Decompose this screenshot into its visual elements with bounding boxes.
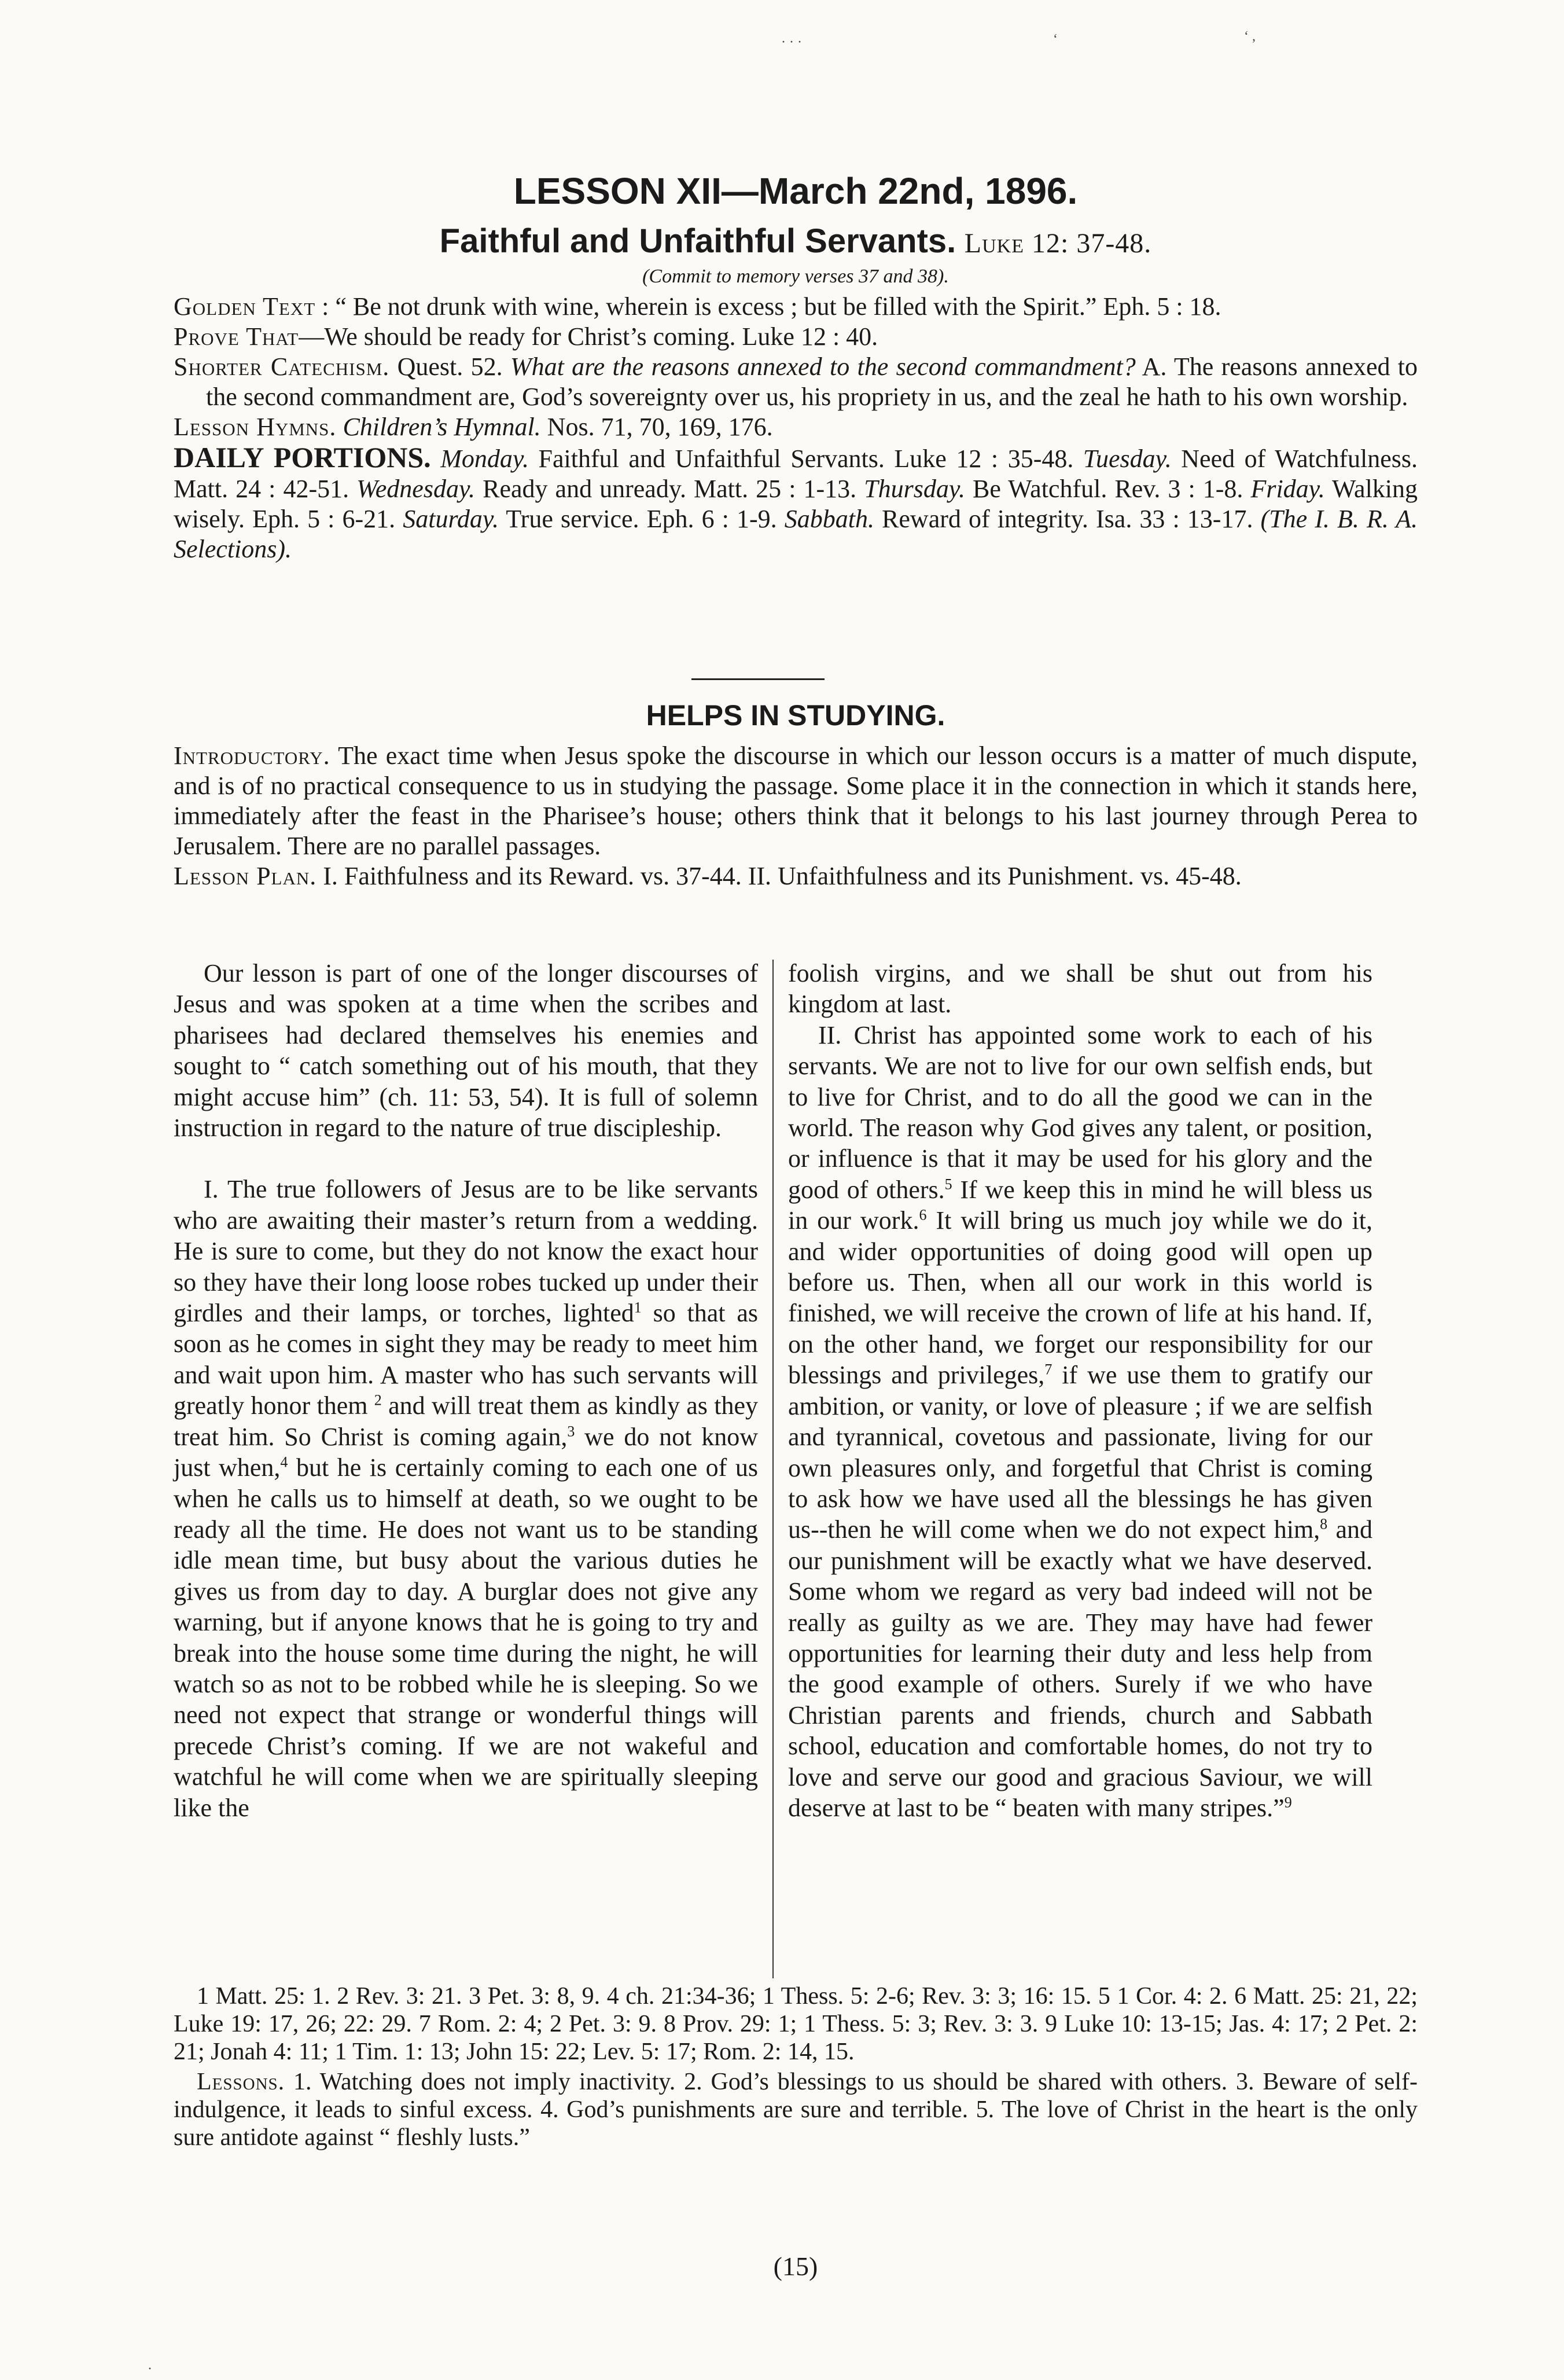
portion-tuesday: Need of Watchfulness. Matt. 24 : 42-51. xyxy=(174,445,1418,503)
lesson-title: LESSON XII—March 22nd, 1896. xyxy=(513,170,1078,212)
left-p2-text-e: but he is certainly coming to each one of us when he calls us to himself at death, so we ought to be ready all the time. He does not want us to be standing idle mean time, but busy about the various duties he gives us from day to day. A burglar does not give any warning, but if anyone knows that he is going to try and break into the house some time during the night, he will watch so as not to be robbed while he is sleeping. So we need not expect that strange or wonderful things will precede Christ’s coming. If we are not wakeful and watchful he will come when we are spiritually sleeping like the xyxy=(174,1453,758,1822)
right-paragraph-2 xyxy=(788,1020,1372,1824)
left-p2-text-b: so that as soon as he comes in sight they may be ready to meet him and wait upon him. A master who has such servants will greatly honor them xyxy=(174,1299,758,1420)
day-wednesday: Wednesday. xyxy=(356,475,476,503)
lesson-hymns xyxy=(174,412,1418,442)
catechism-label: Shorter Catechism. xyxy=(174,352,390,381)
lesson-plan-text: I. Faithfulness and its Reward. vs. 37-44. II. Unfaithfulness and its Punishment. vs. 45-48. xyxy=(323,862,1242,890)
hymns-book: Children’s Hymnal. xyxy=(343,413,541,441)
footnote-ref: 3 xyxy=(567,1423,575,1440)
day-monday: Monday. xyxy=(440,445,529,473)
hymns-label: Lesson Hymns. xyxy=(174,413,337,441)
portion-wednesday: Ready and unready. Matt. 25 : 1-13. xyxy=(483,475,857,503)
day-sabbath: Sabbath. xyxy=(784,505,874,533)
day-tuesday: Tuesday. xyxy=(1083,445,1172,473)
right-p2-text-d: if we use them to gratify our ambition, or vanity, or love of pleasure ; if we are selfish and tyrannical, covetous and passionate, living for our own pleasures only, and forgetful that Christ is coming to ask how we have used all the blessings he has given us--then he will come when we do not expect him, xyxy=(788,1361,1373,1544)
lesson-front-matter xyxy=(174,292,1418,564)
scan-speck: · · · xyxy=(781,35,802,50)
day-saturday: Saturday. xyxy=(403,505,499,533)
right-p2-text-e: and our punishment will be exactly what we have deserved. Some whom we regard as very bad indeed will not be really as guilty as we are. They may have had fewer opportunities for learning their duty and less help from the good example of others. Surely if we who have Christian parents and friends, church and Sabbath school, education and comfortable homes, do not try to love and serve our good and gracious Saviour, we will deserve at last to be “ beaten with many stripes.” xyxy=(788,1515,1372,1822)
lesson-subtitle xyxy=(174,221,1418,264)
footnote-ref: 1 xyxy=(634,1299,642,1316)
section-divider xyxy=(691,678,825,680)
portion-thursday: Be Watchful. Rev. 3 : 1-8. xyxy=(973,475,1243,503)
day-friday: Friday. xyxy=(1250,475,1325,503)
left-paragraph-1: Our lesson is part of one of the longer discourses of Jesus and was spoken at a time when the scribes and pharisees had declared themselves his enemies and sought to “ catch something out of his mouth, that they might accuse him” (ch. 11: 53, 54). It is full of solemn instruction in regard to the nature of true discipleship. xyxy=(174,959,758,1143)
introductory-label: Introductory. xyxy=(174,741,330,770)
portion-monday: Faithful and Unfaithful Servants. Luke 12 : 35-48. xyxy=(538,445,1074,473)
hymns-numbers: Nos. 71, 70, 169, 176. xyxy=(547,413,773,441)
portions-source: (The I. B. R. A. Selections). xyxy=(174,505,1418,563)
catechism-question: What are the reasons annexed to the second commandment? xyxy=(510,352,1136,381)
lessons-text: 1. Watching does not imply inactivity. 2. God’s blessings to us should be shared with others. 3. Beware of self-indulgence, it leads to sinful excess. 4. God’s punishments are sure and terrible. 5. The love of Christ in the heart is the only sure antidote against “ fleshly lusts.” xyxy=(174,2069,1418,2151)
lessons-paragraph xyxy=(174,2068,1418,2151)
left-p2-text-c: and will treat them as kindly as they treat him. So Christ is coming again, xyxy=(174,1391,759,1451)
scan-speck: ‘ , xyxy=(1244,29,1256,44)
golden-text-body: : “ Be not drunk with wine, wherein is excess ; but be filled with the Spirit.” Eph. 5 : 18. xyxy=(322,292,1221,321)
footnote-ref: 7 xyxy=(1044,1361,1053,1378)
left-p2-text-a: I. The true followers of Jesus are to be like servants who are awaiting their master’s return from a wedding. He is sure to come, but they do not know the exact hour so they have their long loose robes tucked up under their girdles and their lamps, or torches, lighted xyxy=(174,1175,758,1328)
portion-sabbath: Reward of integrity. Isa. 33 : 13-17. xyxy=(882,505,1253,533)
shorter-catechism xyxy=(174,352,1418,412)
footnotes: 1 Matt. 25: 1. 2 Rev. 3: 21. 3 Pet. 3: 8, 9. 4 ch. 21:34-36; 1 Thess. 5: 2-6; Rev. 3: 3; 16: 15. 5 1 Cor. 4: 2. 6 Matt. 25: 21, 22; Luke 19: 17, 26; 22: 29. 7 Rom. 2: 4; 2 Pet. 3: 9. 8 Prov. 29: 1; 1 Thess. 5: 3; Rev. 3: 3. 9 Luke 10: 13-15; Jas. 4: 17; 2 Pet. 2: 21; Jonah 4: 11; 1 Tim. 1: 13; John 15: 22; Lev. 5: 17; Rom. 2: 14, 15. xyxy=(174,1983,1418,2065)
helps-heading: HELPS IN STUDYING. xyxy=(646,699,945,732)
prove-that-label: Prove That xyxy=(174,322,299,351)
right-column xyxy=(788,958,1372,1823)
catechism-answer: A. The reasons annexed to the second commandment are, God’s sovereignty over us, his propriety in us, and the zeal he hath to his own worship. xyxy=(206,352,1418,411)
portion-friday: Walking wisely. Eph. 5 : 6-21. xyxy=(174,475,1418,533)
daily-portions-label: DAILY PORTIONS. xyxy=(174,441,431,473)
left-paragraph-2 xyxy=(174,1174,758,1823)
prove-that-body: —We should be ready for Christ’s coming. Luke 12 : 40. xyxy=(299,322,878,351)
left-column xyxy=(174,958,758,1823)
page-number: (15) xyxy=(773,2252,818,2281)
catechism-quest: Quest. 52. xyxy=(397,352,503,381)
footnote-ref: 8 xyxy=(1320,1515,1328,1533)
footnote-ref: 2 xyxy=(374,1391,382,1409)
golden-text-label: Golden Text xyxy=(174,292,316,321)
scan-speck: ‘ xyxy=(1053,32,1058,47)
portion-saturday: True service. Eph. 6 : 1-9. xyxy=(506,505,777,533)
scan-speck: · xyxy=(148,2361,152,2377)
golden-text xyxy=(174,292,1418,322)
memory-note: (Commit to memory verses 37 and 38). xyxy=(642,266,949,287)
right-paragraph-1: foolish virgins, and we shall be shut out from his kingdom at last. xyxy=(788,959,1372,1019)
right-p2-text-b: If we keep this in mind he will bless us in our work. xyxy=(788,1175,1373,1235)
footnote-ref: 5 xyxy=(944,1176,952,1193)
subtitle-reference: Luke 12: 37-48. xyxy=(964,228,1152,259)
footnote-ref: 6 xyxy=(919,1206,927,1224)
footnote-ref: 4 xyxy=(280,1453,288,1471)
introductory-text: The exact time when Jesus spoke the discourse in which our lesson occurs is a matter of much dispute, and is of no practical consequence to us in studying the passage. Some place it in the connection in which it stands here, immediately after the feast in the Pharisee’s house; others think that it belongs to his last journey through Perea to Jerusalem. There are no parallel passages. xyxy=(174,741,1418,860)
footnote-ref: 9 xyxy=(1284,1794,1292,1811)
right-p2-text-a: II. Christ has appointed some work to each of his servants. We are not to live for our own selfish ends, but to live for Christ, and to do all the good we can in the world. The reason why God gives any talent, or position, or influence is that it may be used for his glory and the good of others. xyxy=(788,1020,1372,1204)
lesson-plan xyxy=(174,861,1418,891)
lesson-plan-label: Lesson Plan. xyxy=(174,862,317,890)
left-p2-text-d: we do not know just when, xyxy=(174,1422,759,1482)
daily-portions xyxy=(174,442,1418,564)
subtitle-title: Faithful and Unfaithful Servants. xyxy=(439,222,956,260)
prove-that xyxy=(174,322,1418,352)
bottom-matter xyxy=(174,1982,1418,2151)
right-p2-text-c: It will bring us much joy while we do it, and wider opportunities of doing good will open up before us. Then, when all our work in this world is finished, we will receive the crown of life at his hand. If, on the other hand, we forget our responsibility for our blessings and privileges, xyxy=(788,1206,1372,1390)
helps-intro xyxy=(174,741,1418,891)
lessons-label: Lessons. xyxy=(197,2069,285,2095)
introductory-paragraph xyxy=(174,741,1418,861)
column-divider xyxy=(772,960,774,1978)
day-thursday: Thursday. xyxy=(864,475,965,503)
